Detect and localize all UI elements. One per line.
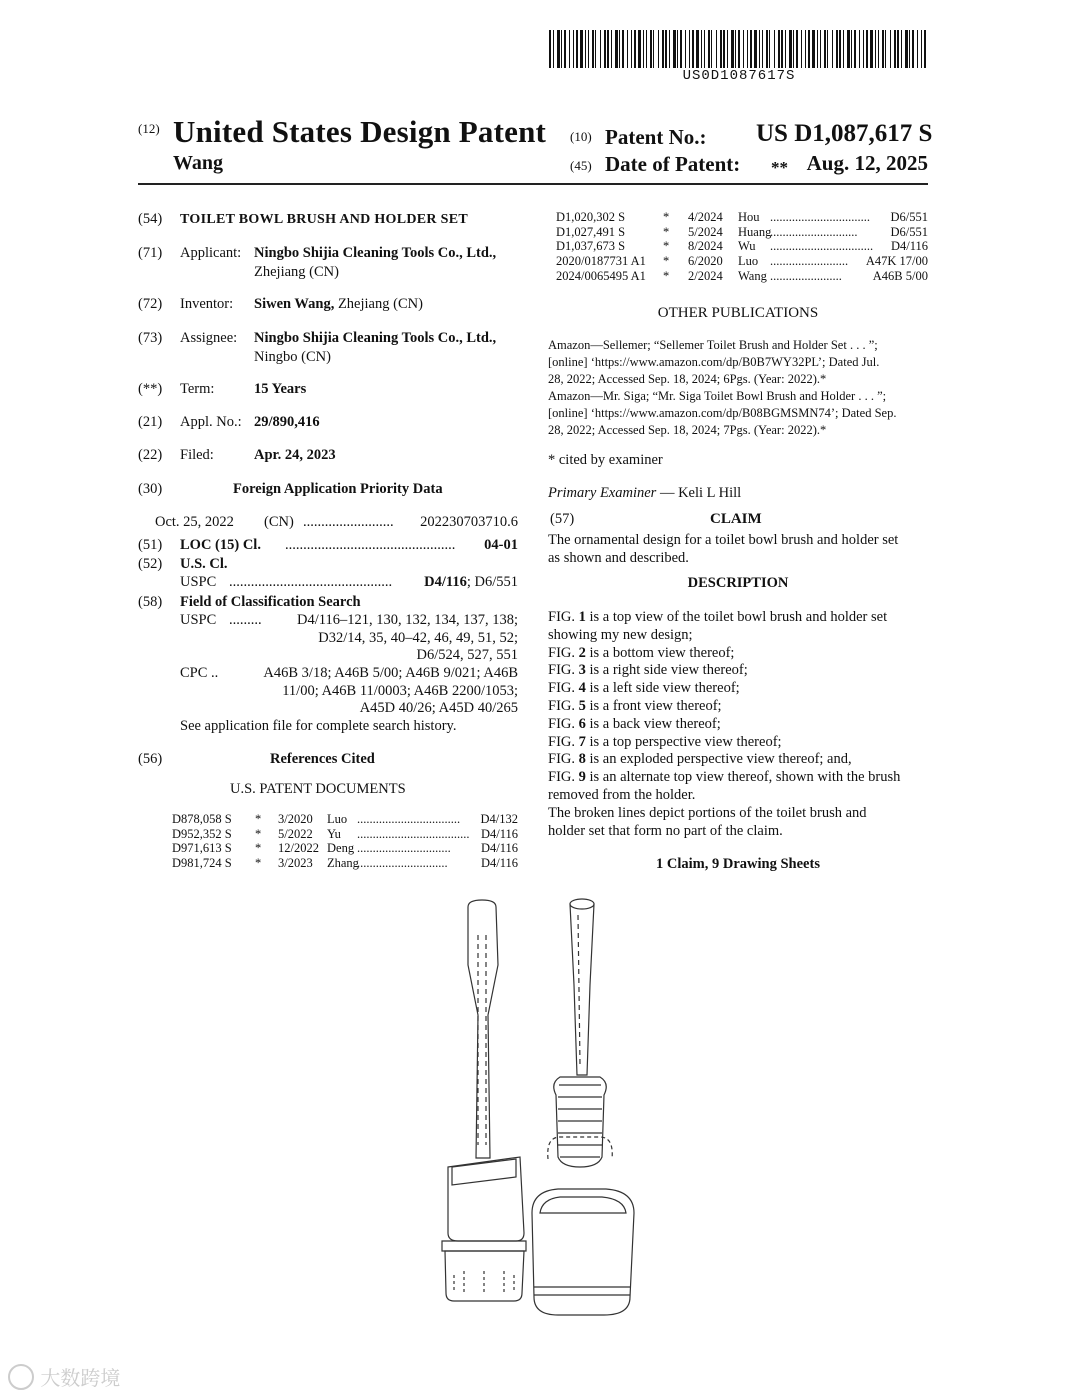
claims-sheets-footer: 1 Claim, 9 Drawing Sheets [656, 856, 820, 872]
perspective-figure [532, 899, 634, 1315]
barcode-bar [866, 30, 868, 68]
barcode-bar [905, 30, 908, 68]
reference-star: * [255, 812, 262, 826]
examiner-name: — Keli L Hill [659, 485, 742, 501]
uspc-label: USPC [180, 574, 217, 590]
filed-value: Apr. 24, 2023 [254, 447, 336, 463]
barcode-bar [808, 30, 810, 68]
assignee-name: Ningbo Shijia Cleaning Tools Co., Ltd., [254, 330, 497, 346]
barcode-bar [847, 30, 850, 68]
field-search-code: (58) [138, 594, 163, 610]
priority-country: (CN) [264, 514, 294, 530]
barcode-bar [557, 30, 560, 68]
barcode-bar [875, 30, 876, 68]
field-cpc-line-3: A45D 40/26; A45D 40/265 [359, 700, 518, 716]
date-of-patent: Aug. 12, 2025 [806, 151, 928, 175]
assignee-block [254, 329, 504, 367]
priority-heading: Foreign Application Priority Data [233, 481, 443, 497]
barcode-bar [673, 30, 676, 68]
barcode-bar [789, 30, 792, 68]
reference-date: 3/2023 [278, 856, 313, 871]
barcode-bar [677, 30, 678, 68]
barcode-bar [588, 30, 589, 68]
appl-no-code: (21) [138, 414, 163, 430]
barcode-bar [634, 30, 636, 68]
barcode-bar [747, 30, 748, 68]
code-10: (10) [570, 129, 592, 144]
reference-cls: D6/551 [890, 224, 928, 239]
barcode-bar [801, 30, 802, 68]
uspc-secondary: ; D6/551 [466, 574, 518, 590]
barcode-bar [665, 30, 667, 68]
uspc-value [380, 573, 518, 592]
reference-dots: ......................... [770, 254, 849, 269]
barcode-number: US0D1087617S [682, 68, 796, 84]
barcode-bar [812, 30, 815, 68]
loc-label: LOC (15) Cl. [180, 537, 261, 553]
reference-name: Luo [327, 812, 348, 826]
barcode-bar [704, 30, 705, 68]
inventor-label: Inventor: [180, 296, 234, 312]
barcode-bar [897, 30, 899, 68]
barcode-bar [604, 30, 606, 68]
barcode-bar [859, 30, 860, 68]
barcode-bar [909, 30, 910, 68]
barcode-bar [692, 30, 694, 68]
barcode-bar [696, 30, 699, 68]
barcode-bar [820, 30, 821, 68]
reference-name: Yu [327, 826, 341, 841]
barcode-bar [708, 30, 710, 68]
patent-number: US D1,087,617 S [756, 120, 933, 147]
barcode-bar [924, 30, 926, 68]
barcode-bar [870, 30, 873, 68]
barcode-bar [680, 30, 682, 68]
reference-cls: D6/551 [890, 210, 928, 224]
barcode-bar [646, 30, 647, 68]
barcode-bar [882, 30, 884, 68]
assignee-location: Ningbo (CN) [254, 349, 331, 365]
reference-dots: .............................. [357, 841, 451, 856]
filed-code: (22) [138, 447, 163, 463]
reference-num: D971,613 S [172, 841, 232, 856]
field-uspc-line-3: D6/524, 527, 551 [416, 647, 518, 663]
barcode-bar [836, 30, 838, 68]
examiner-block [548, 484, 741, 503]
barcode-bar [553, 30, 554, 68]
barcode-bar [549, 30, 551, 68]
barcode-bar [716, 30, 717, 68]
reference-star: * [663, 210, 670, 224]
appl-no-value: 29/890,416 [254, 414, 320, 430]
uscl-label: U.S. Cl. [180, 556, 228, 572]
barcode-bar [627, 30, 628, 68]
description-line: FIG. 5 is a front view thereof; [548, 697, 722, 714]
reference-name: Hou [738, 210, 760, 224]
description-line: FIG. 4 is a left side view thereof; [548, 680, 740, 697]
field-uspc-leader: ......... [229, 612, 262, 628]
barcode-bar [669, 30, 670, 68]
description-line: holder set that form no part of the claim. [548, 822, 783, 839]
description-line: FIG. 6 is a back view thereof; [548, 715, 721, 732]
priority-number: 202230703710.6 [420, 514, 518, 530]
loc-code: (51) [138, 537, 163, 553]
barcode-bar [863, 30, 864, 68]
reference-name: Wu [738, 239, 756, 254]
description-line: FIG. 8 is an exploded perspective view thereof; and, [548, 751, 852, 768]
claim-line-2: as shown and described. [548, 550, 689, 566]
reference-dots: ................................ [770, 210, 870, 224]
reference-date: 3/2020 [278, 812, 313, 826]
reference-cls: D4/116 [480, 826, 518, 841]
applicant-location: Zhejiang (CN) [254, 264, 339, 280]
uscl-code: (52) [138, 556, 163, 572]
other-publications-heading: OTHER PUBLICATIONS [657, 305, 819, 321]
barcode-bar [564, 30, 566, 68]
claim-code: (57) [550, 511, 575, 527]
reference-date: 4/2024 [688, 210, 723, 224]
barcode-bar [778, 30, 780, 68]
description-line: removed from the holder. [548, 786, 696, 803]
barcode-bar [735, 30, 736, 68]
barcode-bar [738, 30, 740, 68]
examiner-label: Primary Examiner [548, 485, 657, 501]
date-of-patent-label: Date of Patent: [605, 152, 741, 176]
reference-cls: A46B 5/00 [872, 268, 928, 283]
barcode-bar [750, 30, 752, 68]
barcode-bar [827, 30, 828, 68]
claim-heading: CLAIM [710, 511, 762, 527]
reference-star: * [255, 826, 262, 841]
uspc-primary: D4/116 [424, 574, 467, 590]
barcode [549, 30, 929, 68]
reference-num: 2020/0187731 A1 [556, 254, 646, 269]
design-drawing [430, 895, 660, 1335]
field-cpc-line-1: A46B 3/18; A46B 5/00; A46B 9/021; A46B [263, 665, 518, 681]
code-45: (45) [570, 158, 592, 173]
inventor-name: Siwen Wang, [254, 296, 335, 312]
pub-line-4: Amazon—Mr. Siga; “Mr. Siga Toilet Bowl Brush and Holder . . . ”; [548, 389, 887, 403]
barcode-bar [901, 30, 902, 68]
description-line: showing my new design; [548, 626, 693, 643]
reference-name: Wang [738, 268, 767, 283]
barcode-bar [611, 30, 612, 68]
barcode-bar [754, 30, 757, 68]
barcode-bar [912, 30, 914, 68]
term-label: Term: [180, 381, 215, 397]
barcode-bar [885, 30, 886, 68]
term-code: (**) [138, 381, 163, 397]
reference-star: * [663, 239, 670, 254]
reference-date: 6/2020 [688, 254, 723, 269]
barcode-bar [685, 30, 686, 68]
barcode-bar [727, 30, 728, 68]
assignee-code: (73) [138, 330, 163, 346]
barcode-bar [769, 30, 770, 68]
barcode-bar [817, 30, 818, 68]
barcode-bar [796, 30, 798, 68]
barcode-bar [701, 30, 702, 68]
priority-code: (30) [138, 481, 163, 497]
description-heading: DESCRIPTION [687, 575, 789, 591]
reference-num: D1,027,491 S [556, 224, 626, 239]
watermark-icon [8, 1364, 34, 1390]
reference-star: * [255, 841, 262, 856]
reference-num: 2024/0065495 A1 [556, 268, 646, 283]
reference-dots: ................................. [357, 812, 461, 826]
reference-name: Zhang [327, 856, 359, 871]
barcode-bar [785, 30, 786, 68]
reference-name: Huang [738, 224, 772, 239]
inventor-block [254, 295, 423, 314]
cited-by-examiner: * cited by examiner [548, 452, 663, 468]
loc-value: 04-01 [484, 537, 518, 553]
barcode-bar [619, 30, 620, 68]
barcode-bar [615, 30, 618, 68]
reference-dots: ............................ [770, 224, 858, 239]
reference-date: 12/2022 [278, 841, 319, 856]
barcode-bar [711, 30, 712, 68]
reference-num: D952,352 S [172, 826, 232, 841]
field-search-note: See application file for complete search history. [180, 718, 457, 734]
barcode-bar [580, 30, 583, 68]
barcode-bar [607, 30, 609, 68]
applicant-block [254, 244, 504, 282]
reference-cls: D4/116 [480, 856, 518, 871]
inventor-location: Zhejiang (CN) [337, 296, 423, 312]
code-12: (12) [138, 121, 160, 136]
barcode-bar [805, 30, 806, 68]
barcode-bar [643, 30, 644, 68]
pub-line-5: [online] ‘https://www.amazon.com/dp/B08BGMSMN74’; Dated Sep. [548, 406, 897, 420]
barcode-bar [759, 30, 760, 68]
barcode-bar [894, 30, 896, 68]
field-uspc-label: USPC [180, 612, 217, 628]
appl-no-label: Appl. No.: [180, 414, 242, 430]
barcode-bar [631, 30, 632, 68]
barcode-bar [622, 30, 624, 68]
refs-heading: References Cited [270, 751, 375, 767]
barcode-bar [653, 30, 654, 68]
barcode-bar [720, 30, 722, 68]
description-line: FIG. 9 is an alternate top view thereof, shown with the brush [548, 769, 901, 786]
barcode-bar [832, 30, 833, 68]
barcode-bar [638, 30, 641, 68]
field-uspc-line-1: D4/116–121, 130, 132, 134, 137, 138; [297, 612, 518, 628]
reference-star: * [663, 224, 670, 239]
reference-star: * [663, 254, 670, 269]
pub-line-3: 28, 2022; Accessed Sep. 18, 2024; 6Pgs. (Year: 2022).* [548, 372, 827, 386]
us-docs-heading: U.S. PATENT DOCUMENTS [230, 781, 406, 797]
field-cpc-label: CPC .. [180, 665, 219, 681]
barcode-bar [824, 30, 826, 68]
reference-dots: ............................. [357, 856, 448, 871]
reference-star: * [663, 268, 670, 283]
claim-line-1: The ornamental design for a toilet bowl brush and holder set [548, 532, 899, 548]
loc-leader: ............................................... [285, 537, 456, 553]
barcode-bar [585, 30, 586, 68]
barcode-bar [576, 30, 578, 68]
description-body [548, 609, 928, 840]
header-rule [138, 183, 928, 185]
refs-code: (56) [138, 751, 163, 767]
reference-date: 2/2024 [688, 268, 723, 283]
reference-star: * [255, 856, 262, 871]
barcode-bar [917, 30, 918, 68]
barcode-bar [774, 30, 775, 68]
barcode-bar [839, 30, 841, 68]
field-cpc-line-2: 11/00; A46B 11/0003; A46B 2200/1053; [282, 683, 518, 699]
reference-name: Luo [738, 254, 759, 269]
barcode-bar [743, 30, 744, 68]
reference-date: 5/2022 [278, 826, 313, 841]
barcode-bar [793, 30, 794, 68]
reference-cls: D4/116 [890, 239, 928, 254]
reference-dots: ....................... [770, 268, 842, 283]
pub-line-1: Amazon—Sellemer; “Sellemer Toilet Brush and Holder Set . . . ”; [548, 338, 878, 352]
barcode-bar [573, 30, 574, 68]
reference-cls: D4/116 [480, 841, 518, 856]
title-code: (54) [138, 211, 163, 227]
pub-line-6: 28, 2022; Accessed Sep. 18, 2024; 7Pgs. (Year: 2022).* [548, 423, 827, 437]
watermark-text: 大数跨境 [40, 1366, 121, 1390]
barcode-bar [561, 30, 562, 68]
reference-cls: D4/132 [480, 812, 518, 826]
document-type: United States Design Patent [173, 114, 547, 149]
applicant-code: (71) [138, 245, 163, 261]
description-line: FIG. 2 is a bottom view thereof; [548, 644, 735, 661]
barcode-bar [600, 30, 601, 68]
reference-num: D1,020,302 S [556, 210, 626, 224]
inventor-code: (72) [138, 296, 163, 312]
patent-title: TOILET BOWL BRUSH AND HOLDER SET [180, 212, 469, 227]
barcode-bar [878, 30, 879, 68]
front-view-figure [442, 900, 526, 1301]
reference-date: 5/2024 [688, 224, 723, 239]
barcode-bar [689, 30, 690, 68]
barcode-bar [569, 30, 570, 68]
description-line: FIG. 7 is a top perspective view thereof; [548, 733, 782, 750]
pub-line-2: [online] ‘https://www.amazon.com/dp/B0B7WY32PL’; Dated Jul. [548, 355, 880, 369]
reference-date: 8/2024 [688, 239, 723, 254]
barcode-bar [731, 30, 734, 68]
barcode-bar [854, 30, 856, 68]
reference-cls: A47K 17/00 [865, 254, 928, 269]
barcode-bar [766, 30, 768, 68]
term-value: 15 Years [254, 381, 307, 397]
priority-date: Oct. 25, 2022 [155, 514, 234, 530]
applicant-label: Applicant: [180, 245, 242, 261]
inventor-surname: Wang [173, 152, 224, 174]
barcode-bar [595, 30, 596, 68]
barcode-bar [662, 30, 664, 68]
reference-name: Deng [327, 841, 355, 856]
priority-leader: ......................... [303, 514, 394, 530]
reference-num: D1,037,673 S [556, 239, 626, 254]
field-uspc-line-2: D32/14, 35, 40–42, 46, 49, 51, 52; [318, 630, 518, 646]
barcode-bar [658, 30, 659, 68]
barcode-bar [843, 30, 844, 68]
filed-label: Filed: [180, 447, 214, 463]
description-line: The broken lines depict portions of the toilet brush and [548, 804, 867, 821]
barcode-bar [762, 30, 763, 68]
barcode-bar [592, 30, 594, 68]
other-publications [548, 337, 928, 439]
description-line: FIG. 1 is a top view of the toilet bowl brush and holder set [548, 609, 888, 625]
description-line: FIG. 3 is a right side view thereof; [548, 662, 748, 679]
reference-num: D878,058 S [172, 812, 232, 826]
barcode-bar [921, 30, 922, 68]
barcode-bar [723, 30, 725, 68]
assignee-label: Assignee: [180, 330, 238, 346]
date-term-mark: ** [771, 158, 788, 177]
barcode-bar [851, 30, 852, 68]
reference-num: D981,724 S [172, 856, 232, 871]
patent-number-label: Patent No.: [605, 125, 707, 149]
barcode-bar [650, 30, 652, 68]
reference-dots: .................................... [357, 826, 470, 841]
applicant-name: Ningbo Shijia Cleaning Tools Co., Ltd., [254, 245, 497, 261]
watermark-logo [8, 1362, 120, 1391]
barcode-bar [890, 30, 891, 68]
reference-dots: ................................. [770, 239, 874, 254]
uspc-leader: ............................................. [229, 574, 393, 590]
field-search-heading: Field of Classification Search [180, 594, 361, 610]
barcode-bar [781, 30, 783, 68]
